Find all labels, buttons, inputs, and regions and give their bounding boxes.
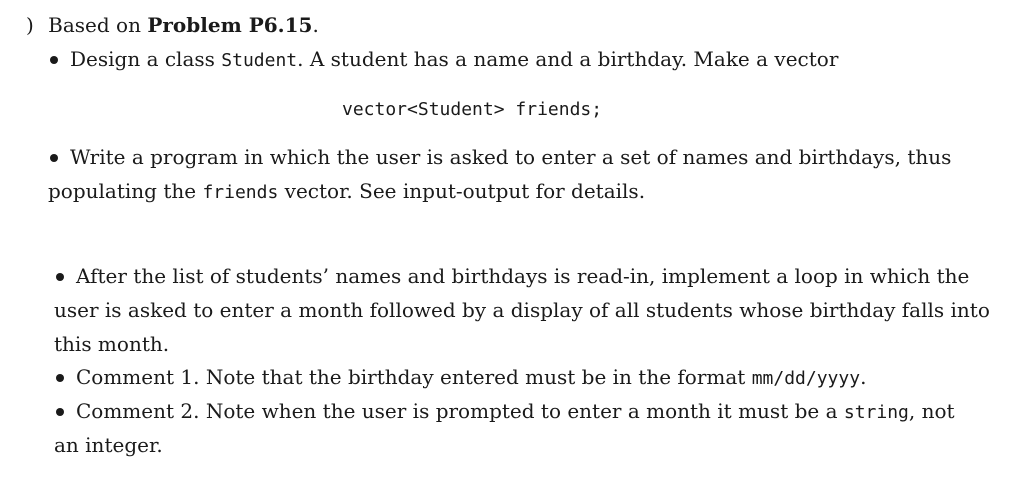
heading-suffix: . bbox=[312, 13, 319, 37]
bullet-loop-line2: user is asked to enter a month followed by a display of all students whose birthday falls into bbox=[54, 298, 990, 322]
bullet-icon bbox=[56, 408, 64, 416]
bullet-comment-1 bbox=[56, 364, 866, 392]
comment2-line2: an integer. bbox=[54, 433, 163, 457]
bullet-loop-line3: this month. bbox=[54, 332, 170, 356]
bullet2-code-friends: friends bbox=[202, 182, 279, 203]
comment1-code-format: mm/dd/yyyy bbox=[751, 368, 861, 389]
comment2-text-2: , not bbox=[908, 399, 955, 423]
comment1-text-1: Comment 1. Note that the birthday entered must be in the format bbox=[76, 365, 752, 389]
bullet3-text-line1: After the list of students’ names and birthdays is read-in, implement a loop in which the bbox=[76, 264, 970, 288]
comment2-text-1: Comment 2. Note when the user is prompted to enter a month it must be a bbox=[76, 399, 844, 423]
bullet2-text-2a: populating the bbox=[48, 179, 203, 203]
bullet-write-program-line2 bbox=[48, 178, 645, 206]
bullet1-code-student: Student bbox=[221, 50, 298, 71]
bullet-write-program-line1 bbox=[50, 144, 951, 170]
bullet-icon bbox=[50, 154, 58, 162]
problem-heading bbox=[26, 12, 319, 38]
comment2-code-string: string bbox=[843, 402, 909, 423]
bullet-icon bbox=[56, 374, 64, 382]
problem-reference: Problem P6.15 bbox=[147, 13, 313, 37]
code-block-vector: vector<Student> friends; bbox=[342, 99, 603, 120]
bullet-icon bbox=[50, 56, 58, 64]
bullet-icon bbox=[56, 273, 64, 281]
comment1-text-2: . bbox=[860, 365, 867, 389]
heading-prefix: Based on bbox=[48, 13, 148, 37]
bullet1-text-1: Design a class bbox=[70, 47, 222, 71]
bullet-design-class bbox=[50, 46, 838, 74]
bullet2-text-2b: vector. See input-output for details. bbox=[278, 179, 646, 203]
heading-paren: ) bbox=[26, 13, 34, 37]
bullet2-text-line1: Write a program in which the user is asked to enter a set of names and birthdays, thus bbox=[70, 145, 952, 169]
bullet-loop-line1 bbox=[56, 263, 969, 289]
bullet1-text-2: . A student has a name and a birthday. Make a vector bbox=[297, 47, 839, 71]
bullet-comment-2 bbox=[56, 398, 955, 426]
